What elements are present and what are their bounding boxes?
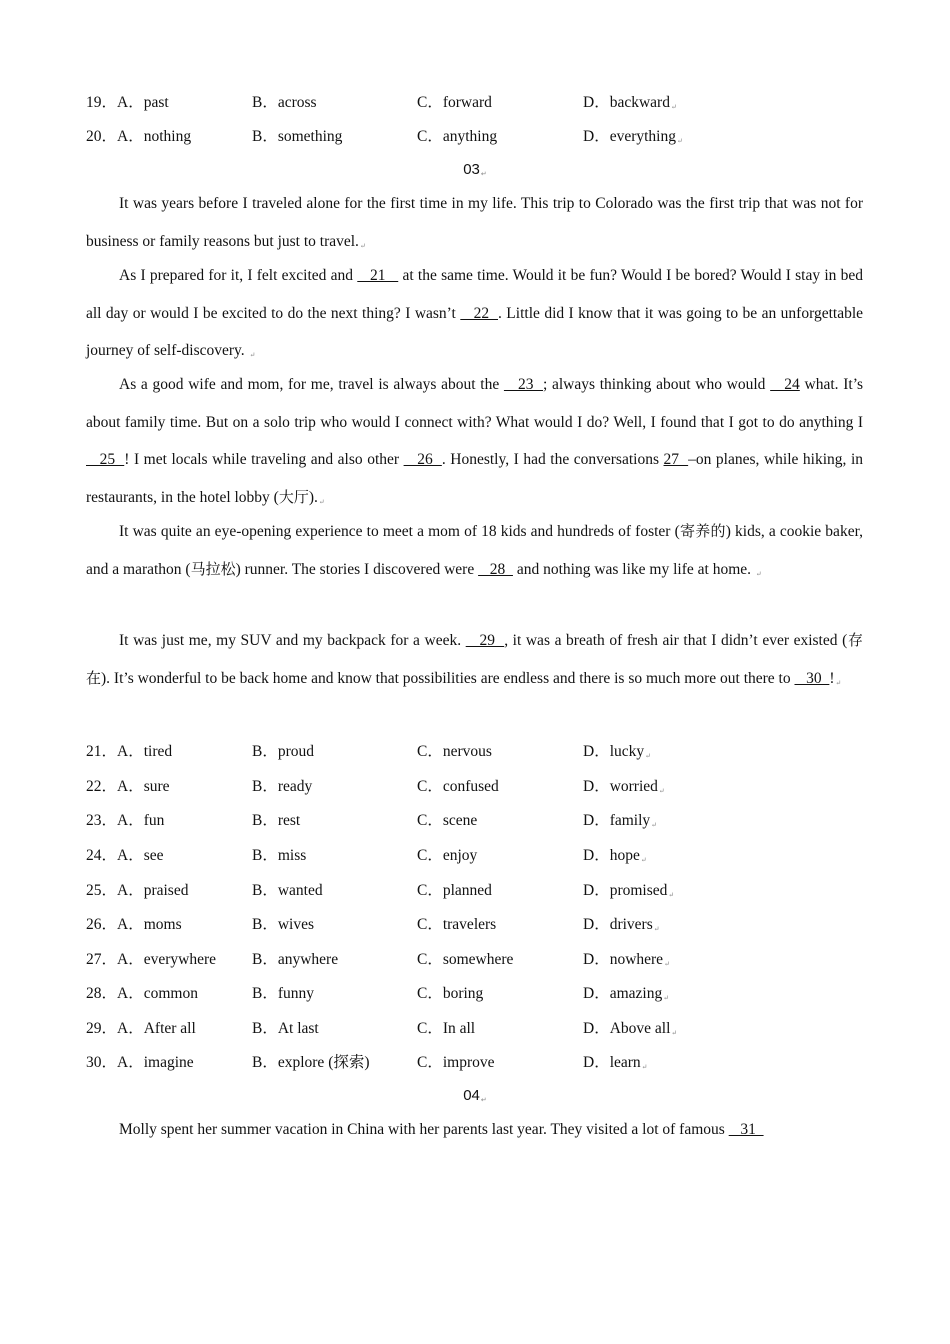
section-heading-04: 04↵: [463, 1087, 487, 1104]
paragraph-mark: ↵: [755, 569, 762, 578]
question-row-19: [86, 90, 886, 112]
question-row-27: [86, 947, 886, 969]
option-d: D．amazing↵: [583, 985, 670, 1002]
option-d: D．nowhere↵: [583, 951, 670, 968]
question-row-24: [86, 843, 886, 865]
option-c: C．In all: [417, 1020, 476, 1037]
paragraph-mark: ↵: [480, 1097, 487, 1104]
section-heading-03: 03↵: [463, 161, 487, 178]
question-row-29: [86, 1016, 886, 1038]
option-a: 29．A．After all: [86, 1020, 196, 1037]
option-b: B．At last: [252, 1020, 319, 1037]
blank-23: 23: [503, 376, 543, 393]
question-row-23: [86, 808, 886, 830]
blank-31: 31: [728, 1121, 764, 1138]
paragraph-mark: ↵: [668, 891, 675, 899]
option-c: C．confused: [417, 778, 499, 795]
option-a: 23．A．fun: [86, 812, 165, 829]
paragraph-mark: ↵: [640, 856, 647, 864]
option-c: C．travelers: [417, 916, 497, 933]
option-a: 26．A．moms: [86, 916, 182, 933]
option-c: C．scene: [417, 812, 478, 829]
passage-paragraph-2: As I prepared for it, I felt excited and 21 at the same time. Would it be fun? Would I be bored? Would I stay in bed all day or would I be excited to do the next thing? I wasn’t 22 . Little did I know that it was going to be an unforgettable journey of self-discovery. ↵: [86, 267, 864, 359]
option-c: C．planned: [417, 882, 492, 899]
question-row-26: [86, 912, 886, 934]
blank-28: 28: [478, 560, 513, 578]
option-c: C．somewhere: [417, 951, 514, 968]
blank-24: 24: [770, 376, 800, 393]
blank-26: 26: [403, 451, 442, 468]
blank-22: 22: [460, 304, 498, 322]
option-c: C．anything: [417, 128, 498, 145]
paragraph-mark: ↵: [664, 960, 670, 968]
option-b: B．something: [252, 128, 343, 145]
paragraph-mark: ↵: [641, 1063, 648, 1071]
option-a: 20．A．nothing: [86, 128, 192, 145]
option-a: 21．A．tired: [86, 743, 173, 760]
blank-29: 29: [465, 632, 505, 649]
passage-paragraph-3: As a good wife and mom, for me, travel is always about the 23 ; always thinking about who would 24 what. It’s about family time. But on a solo trip who would I connect with? What would I do? Well, I found that I got to do anything I 25 ! I met locals while traveling and also other 26 . Honestly, I had the conversations 27 –on planes, while hiking, in restaurants, in the hotel lobby (大厅).↵: [86, 376, 864, 506]
option-d: D．learn↵: [583, 1054, 648, 1071]
passage-paragraph-6: Molly spent her summer vacation in China with her parents last year. They visited a lot of famous 31: [119, 1121, 764, 1138]
question-row-22: [86, 774, 886, 796]
option-d: D．family↵: [583, 812, 658, 829]
option-b: B．miss: [252, 847, 307, 864]
option-b: B．wanted: [252, 882, 323, 899]
option-b: B．across: [252, 94, 317, 111]
question-row-20: [86, 124, 886, 146]
option-d: D．promised↵: [583, 882, 675, 899]
option-a: 22．A．sure: [86, 778, 170, 795]
option-b: B．funny: [252, 985, 315, 1002]
option-d: D．worried↵: [583, 778, 665, 795]
paragraph-mark: ↵: [480, 171, 487, 178]
option-d: D．lucky↵: [583, 743, 652, 760]
option-d: D．backward↵: [583, 94, 677, 111]
blank-25: 25: [86, 451, 125, 468]
paragraph-mark: ↵: [663, 994, 670, 1002]
blank-27: 27: [663, 451, 689, 468]
option-b: B．proud: [252, 743, 315, 760]
paragraph-mark: ↵: [658, 787, 665, 795]
option-b: B．ready: [252, 778, 313, 795]
passage-paragraph-4: It was quite an eye-opening experience to meet a mom of 18 kids and hundreds of foster (寄养的) kids, a cookie baker, and a marathon (马拉松) runner. The stories I discovered were 28 and nothing was like my life at home. ↵: [86, 522, 863, 578]
option-c: C．enjoy: [417, 847, 478, 864]
option-a: 30．A．imagine: [86, 1054, 194, 1071]
paragraph-mark: ↵: [676, 137, 683, 145]
paragraph-mark: ↵: [645, 752, 652, 760]
option-c: C．nervous: [417, 743, 492, 760]
paragraph-mark: ↵: [670, 103, 677, 111]
question-row-21: [86, 739, 886, 761]
blank-21: 21: [357, 267, 399, 284]
paragraph-mark: ↵: [318, 497, 325, 506]
option-d: D．drivers↵: [583, 916, 660, 933]
option-a: 19．A．past: [86, 94, 169, 111]
paragraph-mark: ↵: [653, 925, 660, 933]
option-b: B．explore (探索): [252, 1054, 370, 1071]
paragraph-mark: ↵: [651, 821, 658, 829]
question-row-25: [86, 878, 886, 900]
paragraph-mark: ↵: [835, 678, 842, 687]
blank-30: 30: [794, 669, 830, 687]
question-row-28: [86, 981, 886, 1003]
option-b: B．wives: [252, 916, 315, 933]
option-a: 25．A．praised: [86, 882, 189, 899]
option-b: B．rest: [252, 812, 301, 829]
paragraph-mark: ↵: [359, 241, 366, 250]
option-a: 24．A．see: [86, 847, 164, 864]
option-c: C．improve: [417, 1054, 495, 1071]
passage-paragraph-5: It was just me, my SUV and my backpack for a week. 29 , it was a breath of fresh air that I didn’t ever existed (存在). It’s wonderful to be back home and know that possibilities are endless and there is so much more out there to 30 !↵: [86, 631, 863, 687]
option-d: D．everything↵: [583, 128, 683, 145]
option-c: C．boring: [417, 985, 484, 1002]
option-a: 27．A．everywhere: [86, 951, 216, 968]
option-b: B．anywhere: [252, 951, 339, 968]
paragraph-mark: ↵: [671, 1029, 678, 1037]
paragraph-mark: ↵: [249, 351, 256, 359]
question-row-30: [86, 1050, 886, 1072]
option-c: C．forward: [417, 94, 492, 111]
option-d: D．Above all↵: [583, 1020, 678, 1037]
option-d: D．hope↵: [583, 847, 647, 864]
option-a: 28．A．common: [86, 985, 198, 1002]
passage-paragraph-1: It was years before I traveled alone for the first time in my life. This trip to Colorado was the first trip that was not for business or family reasons but just to travel.↵: [86, 195, 863, 250]
